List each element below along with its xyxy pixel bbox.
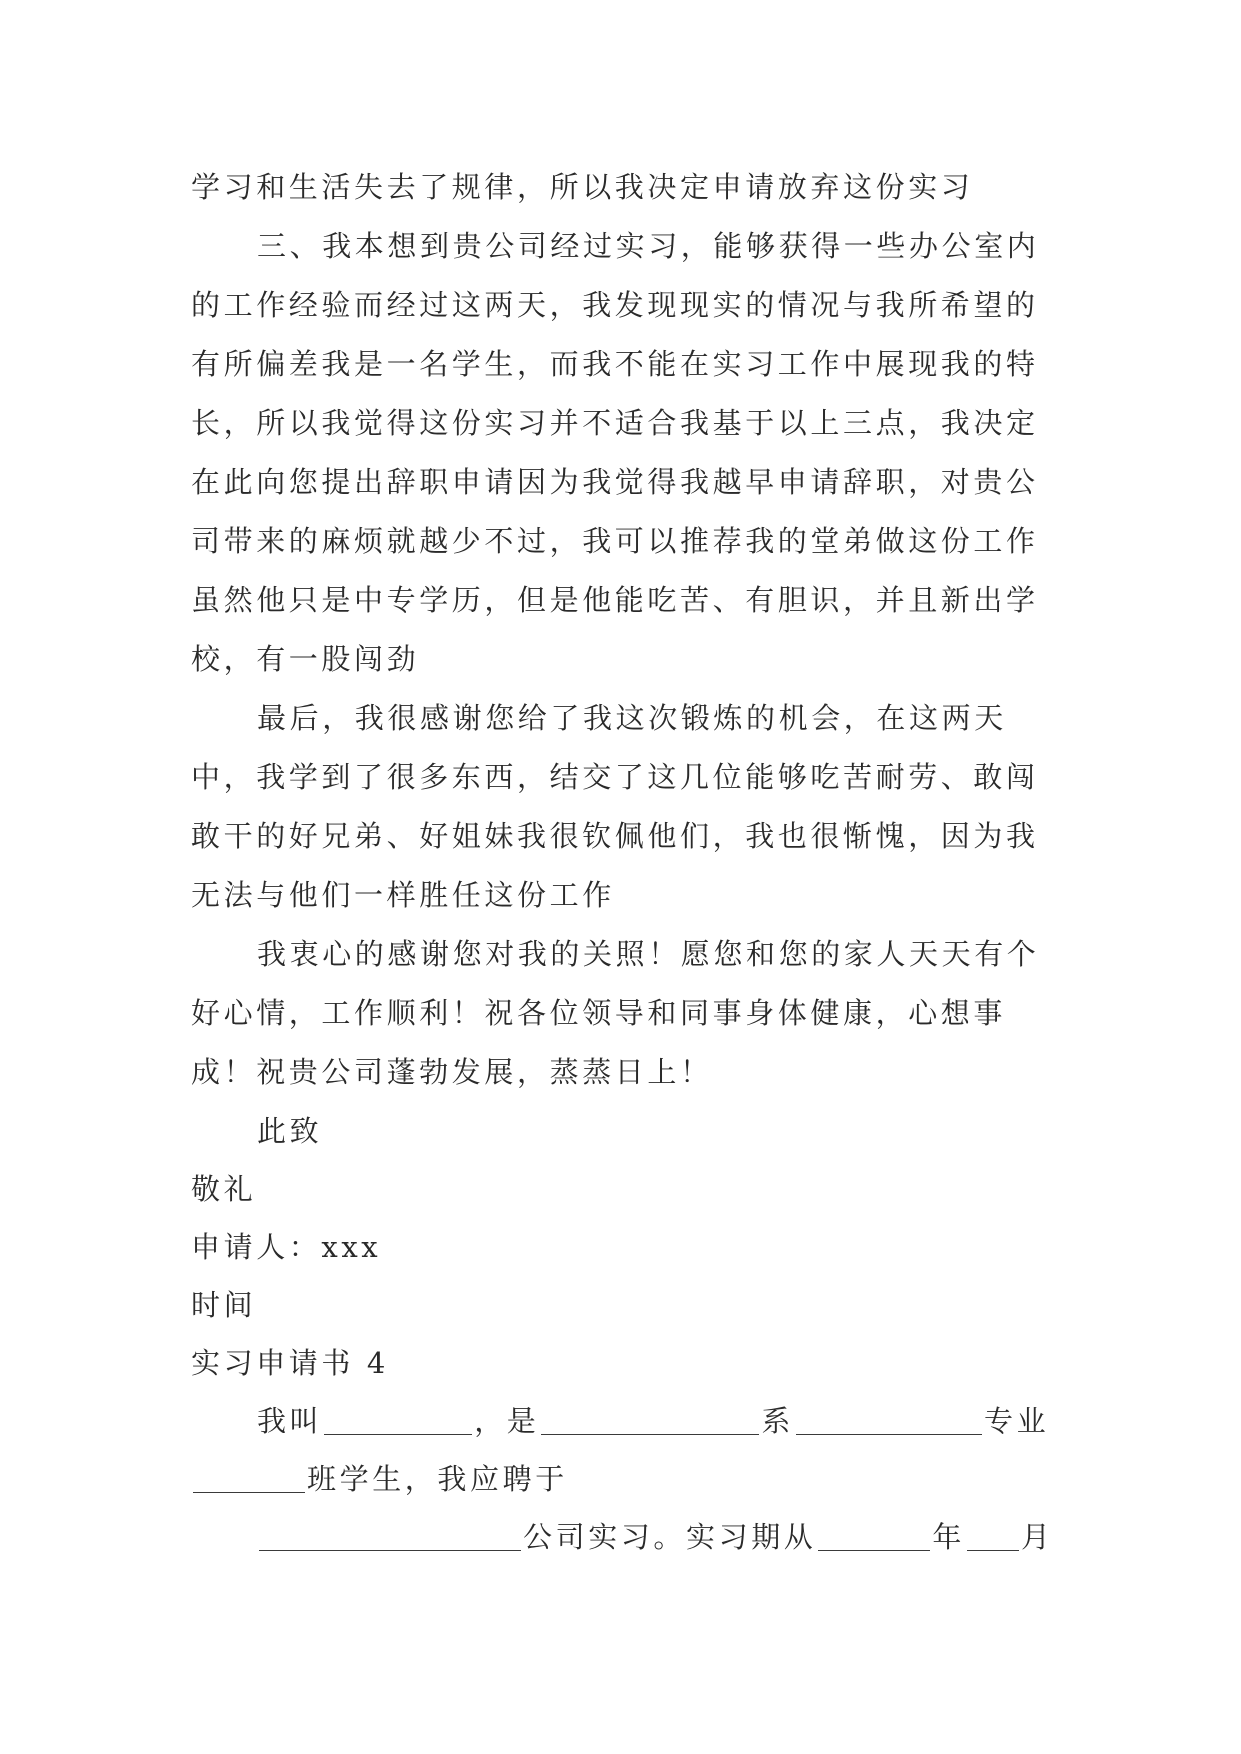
form-label-year: 年: [932, 1520, 966, 1554]
company-blank: [259, 1520, 521, 1551]
major-blank: [796, 1404, 982, 1435]
form-label-name: 我叫: [257, 1404, 323, 1438]
department-blank: [541, 1404, 759, 1435]
class-blank: [193, 1462, 305, 1493]
paragraph-thanks: 最后，我很感谢您给了我这次锻炼的机会，在这两天中，我学到了很多东西，结交了这几位能够吃苦耐劳、敢闯敢干的好兄弟、好姐妹我很钦佩他们，我也很惭愧，因为我无法与他们一样胜任这份工作: [191, 701, 1039, 912]
year-blank: [818, 1520, 930, 1551]
form-label-is: ，是: [474, 1404, 540, 1438]
date-label: 时间: [191, 1288, 257, 1322]
form-line-class: [191, 1450, 1051, 1508]
paragraph-point-three: 三、我本想到贵公司经过实习，能够获得一些办公室内的工作经验而经过这两天，我发现现实的情况与我所希望的有所偏差我是一名学生，而我不能在实习工作中展现我的特长，所以我觉得这份实习并不适合我基于以上三点，我决定在此向您提出辞职申请因为我觉得我越早申请辞职，对贵公司带来的麻烦就越少不过，我可以推荐我的堂弟做这份工作虽然他只是中专学历，但是他能吃苦、有胆识，并且新出学校，有一股闯劲: [191, 229, 1040, 676]
form-line-company: [191, 1508, 1054, 1566]
form-label-month: 月: [1021, 1520, 1054, 1554]
closing-cizhi: 此致: [257, 1114, 323, 1148]
form-label-department: 系: [761, 1404, 795, 1438]
paragraph-wishes: 我衷心的感谢您对我的关照！愿您和您的家人天天有个好心情，工作顺利！祝各位领导和同事身体健康，心想事成！祝贵公司蓬勃发展，蒸蒸日上！: [191, 937, 1040, 1089]
form-line-name: [191, 1392, 1051, 1450]
document-body: [191, 158, 1054, 1566]
closing-jingli: 敬礼: [191, 1172, 257, 1206]
section-title: 实习申请书 4: [191, 1346, 389, 1380]
name-blank: [324, 1404, 472, 1435]
form-label-company: 公司实习。实习期从: [523, 1520, 817, 1554]
paragraph-continuation: 学习和生活失去了规律，所以我决定申请放弃这份实习: [191, 170, 974, 204]
month-blank: [967, 1520, 1019, 1551]
applicant-signature: 申请人：xxx: [191, 1230, 382, 1264]
form-label-major: 专业: [984, 1404, 1050, 1438]
form-label-class: 班学生，我应聘于: [307, 1462, 568, 1496]
